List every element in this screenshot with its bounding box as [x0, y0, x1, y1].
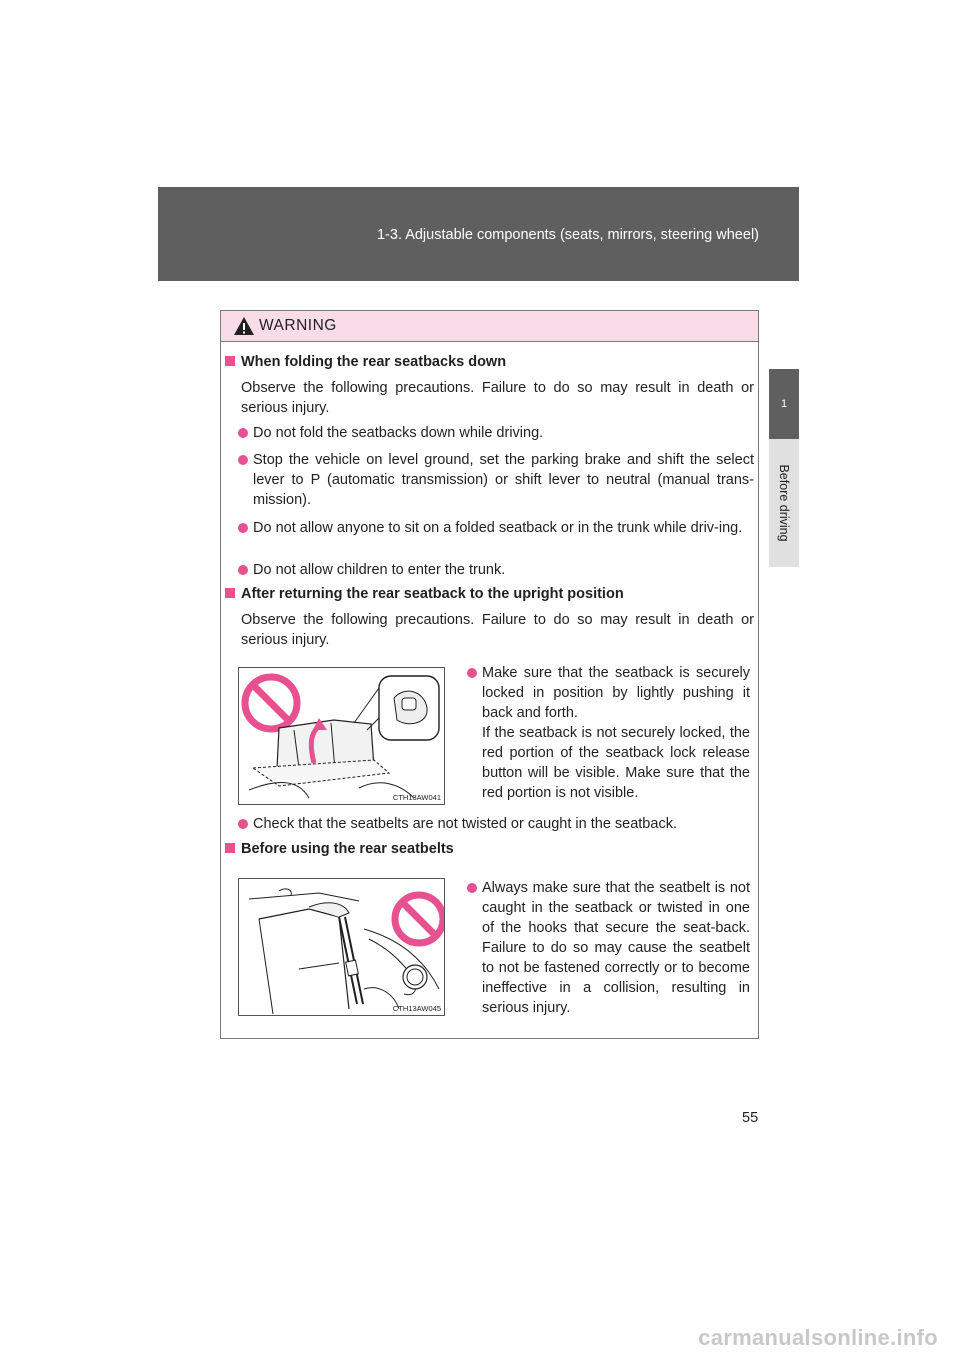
circle-bullet-icon [238, 523, 248, 533]
seatback-illustration-drawing [239, 668, 444, 804]
watermark: carmanualsonline.info [698, 1325, 938, 1350]
section-intro-upright: Observe the following precautions. Failure to do so may result in death or serious injury. [241, 612, 754, 648]
figure-code: CTH13AW045 [392, 1004, 441, 1013]
circle-bullet-icon [238, 455, 248, 465]
seatback-lock-illustration [238, 667, 445, 805]
chapter-title: 1-3. Adjustable components (seats, mirrors, steering wheel) [376, 227, 759, 243]
list-item: Make sure that the seatback is securely locked in position by lightly pushing it back and forth. If the seatback is not securely locked, the red portion of the seatback lock release button will be visible. Make sure that the red portion is not visible. [465, 663, 750, 803]
section-heading-rear-seatbelts: Before using the rear seatbelts [225, 841, 454, 857]
warning-title: WARNING [259, 317, 337, 334]
list-item: Do not allow children to enter the trunk. [236, 560, 754, 580]
list-item: Stop the vehicle on level ground, set the parking brake and shift the select lever to P (automatic transmission) or shift lever to neutral (manual trans-mission). [236, 450, 754, 510]
section-heading-upright: After returning the rear seatback to the upright position [225, 586, 624, 602]
figure-code: CTH13AW041 [392, 793, 441, 802]
circle-bullet-icon [467, 883, 477, 893]
prohibition-icon [245, 677, 297, 729]
square-bullet-icon [225, 356, 235, 366]
square-bullet-icon [225, 843, 235, 853]
side-tab-number: 1 [769, 369, 799, 439]
page-number: 55 [742, 1110, 759, 1126]
lock-release-button-detail [379, 676, 439, 740]
warning-box [220, 310, 759, 1039]
list-item: Always make sure that the seatbelt is not caught in the seatback or twisted in one of the hooks that secure the seat-back. Failure to do so may cause the seatbelt to not be fastened correctly or to become ineffective in a collision, resulting in serious injury. [465, 878, 750, 1018]
seatbelt-illustration-drawing [239, 879, 444, 1015]
list-item: Do not fold the seatbacks down while driving. [236, 423, 754, 443]
circle-bullet-icon [238, 565, 248, 575]
side-tab-label: Before driving [777, 464, 791, 542]
side-tab-strip [769, 439, 799, 567]
circle-bullet-icon [238, 819, 248, 829]
circle-bullet-icon [467, 668, 477, 678]
header-band [158, 187, 799, 281]
section-heading-folding: When folding the rear seatbacks down [225, 354, 506, 370]
bullet-continuation: If the seatback is not securely locked, the red portion of the seatback lock release button will be visible. Make sure that the red portion is not visible. [482, 725, 750, 801]
seatbelt-illustration [238, 878, 445, 1016]
prohibition-icon [395, 895, 443, 943]
list-item: Do not allow anyone to sit on a folded seatback or in the trunk while driv-ing. [236, 518, 754, 538]
section-intro-folding: Observe the following precautions. Failure to do so may result in death or serious injury. [241, 380, 754, 416]
circle-bullet-icon [238, 428, 248, 438]
warning-content [221, 311, 758, 1038]
square-bullet-icon [225, 588, 235, 598]
list-item: Check that the seatbelts are not twisted or caught in the seatback. [236, 814, 754, 834]
